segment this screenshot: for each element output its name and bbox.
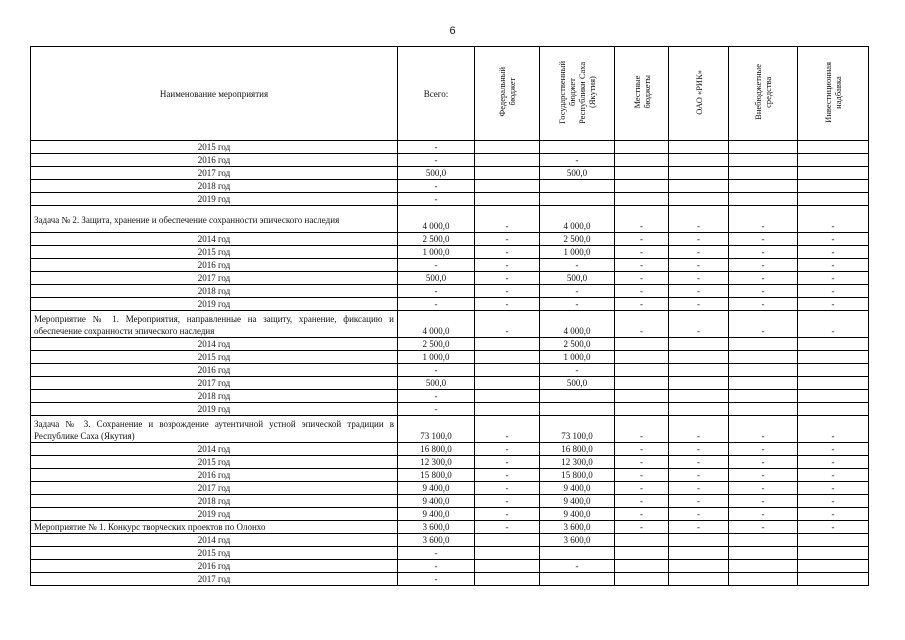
row-value-cell: 500,0: [540, 272, 615, 285]
row-value-cell: 1 000,0: [398, 351, 475, 364]
row-value-cell: -: [669, 521, 729, 534]
row-value-cell: -: [798, 259, 869, 272]
row-value-cell: -: [398, 193, 475, 206]
row-value-cell: -: [475, 416, 540, 443]
row-value-cell: -: [669, 482, 729, 495]
row-value-cell: 2 500,0: [398, 338, 475, 351]
row-value-cell: -: [669, 298, 729, 311]
row-value-cell: -: [615, 443, 669, 456]
row-value-cell: [475, 338, 540, 351]
row-value-cell: [729, 154, 798, 167]
row-value-cell: -: [669, 233, 729, 246]
row-value-cell: -: [669, 285, 729, 298]
row-value-cell: 9 400,0: [540, 495, 615, 508]
row-value-cell: -: [729, 456, 798, 469]
row-value-cell: 15 800,0: [398, 469, 475, 482]
row-value-cell: -: [798, 508, 869, 521]
row-value-cell: [729, 141, 798, 154]
row-value-cell: -: [398, 285, 475, 298]
header-rik: [669, 47, 729, 141]
row-value-cell: 500,0: [540, 377, 615, 390]
row-value-cell: [798, 390, 869, 403]
row-value-cell: -: [798, 416, 869, 443]
row-value-cell: -: [540, 154, 615, 167]
row-value-cell: [540, 390, 615, 403]
row-value-cell: -: [615, 206, 669, 233]
row-value-cell: -: [729, 298, 798, 311]
row-value-cell: [615, 547, 669, 560]
table-row: [31, 154, 869, 167]
table-row: [31, 416, 869, 443]
row-value-cell: -: [475, 508, 540, 521]
row-value-cell: -: [475, 443, 540, 456]
row-value-cell: -: [798, 521, 869, 534]
row-value-cell: -: [798, 482, 869, 495]
row-value-cell: 16 800,0: [540, 443, 615, 456]
row-value-cell: [729, 364, 798, 377]
row-value-cell: [798, 167, 869, 180]
row-value-cell: -: [669, 443, 729, 456]
row-value-cell: [475, 377, 540, 390]
row-value-cell: -: [669, 508, 729, 521]
row-value-cell: -: [615, 521, 669, 534]
row-value-cell: -: [398, 547, 475, 560]
row-value-cell: -: [729, 495, 798, 508]
row-value-cell: -: [475, 521, 540, 534]
row-value-cell: -: [615, 469, 669, 482]
row-value-cell: -: [669, 495, 729, 508]
row-label: 2014 год: [31, 534, 398, 547]
row-value-cell: [615, 390, 669, 403]
row-value-cell: 16 800,0: [398, 443, 475, 456]
row-label: 2019 год: [31, 298, 398, 311]
row-value-cell: 4 000,0: [398, 311, 475, 338]
row-label: 2016 год: [31, 364, 398, 377]
row-label: 2018 год: [31, 390, 398, 403]
row-value-cell: [615, 193, 669, 206]
row-value-cell: [615, 154, 669, 167]
row-value-cell: [798, 338, 869, 351]
row-label: 2015 год: [31, 351, 398, 364]
row-value-cell: -: [398, 141, 475, 154]
table-row: [31, 469, 869, 482]
row-label: 2015 год: [31, 141, 398, 154]
row-label: 2019 год: [31, 193, 398, 206]
row-value-cell: [729, 547, 798, 560]
row-value-cell: 2 500,0: [540, 338, 615, 351]
row-value-cell: [615, 351, 669, 364]
table-row: [31, 482, 869, 495]
row-label: 2014 год: [31, 338, 398, 351]
row-value-cell: -: [669, 272, 729, 285]
row-value-cell: 500,0: [540, 167, 615, 180]
header-local-budgets-text: Местные бюджеты: [631, 75, 652, 109]
row-value-cell: -: [540, 259, 615, 272]
row-value-cell: [669, 403, 729, 416]
row-value-cell: [669, 547, 729, 560]
row-value-cell: -: [475, 272, 540, 285]
row-value-cell: -: [540, 298, 615, 311]
row-value-cell: 12 300,0: [540, 456, 615, 469]
row-value-cell: 4 000,0: [540, 206, 615, 233]
row-label: 2018 год: [31, 285, 398, 298]
row-value-cell: 500,0: [398, 377, 475, 390]
row-label: 2017 год: [31, 167, 398, 180]
row-value-cell: [798, 403, 869, 416]
row-value-cell: -: [729, 482, 798, 495]
row-value-cell: -: [669, 246, 729, 259]
header-federal-budget: [475, 47, 540, 141]
row-value-cell: -: [398, 573, 475, 586]
row-value-cell: -: [669, 311, 729, 338]
row-value-cell: [475, 167, 540, 180]
row-value-cell: [475, 141, 540, 154]
row-value-cell: 1 000,0: [540, 351, 615, 364]
table-row: [31, 298, 869, 311]
row-value-cell: -: [475, 285, 540, 298]
row-value-cell: [475, 364, 540, 377]
row-value-cell: -: [798, 443, 869, 456]
table-row: [31, 311, 869, 338]
row-value-cell: -: [615, 508, 669, 521]
header-name: [31, 47, 398, 141]
row-value-cell: -: [475, 469, 540, 482]
row-label: 2019 год: [31, 508, 398, 521]
row-value-cell: [729, 351, 798, 364]
row-label: 2016 год: [31, 469, 398, 482]
row-value-cell: [540, 141, 615, 154]
row-value-cell: [615, 573, 669, 586]
row-value-cell: -: [798, 285, 869, 298]
row-value-cell: [475, 573, 540, 586]
row-value-cell: [540, 403, 615, 416]
row-label: 2017 год: [31, 482, 398, 495]
row-value-cell: -: [475, 495, 540, 508]
table-row: [31, 167, 869, 180]
table-row: [31, 180, 869, 193]
row-value-cell: 1 000,0: [540, 246, 615, 259]
row-value-cell: [540, 547, 615, 560]
row-label: 2015 год: [31, 246, 398, 259]
row-value-cell: -: [615, 495, 669, 508]
row-value-cell: [615, 377, 669, 390]
row-value-cell: -: [615, 259, 669, 272]
row-value-cell: [729, 338, 798, 351]
row-value-cell: -: [615, 482, 669, 495]
row-value-cell: [798, 377, 869, 390]
row-value-cell: 9 400,0: [540, 482, 615, 495]
row-value-cell: -: [540, 560, 615, 573]
table-row: [31, 573, 869, 586]
table-row: [31, 206, 869, 233]
row-label: 2018 год: [31, 180, 398, 193]
row-value-cell: [475, 180, 540, 193]
header-total: [398, 47, 475, 141]
row-value-cell: 3 600,0: [398, 521, 475, 534]
row-label: Задача № 2. Защита, хранение и обеспечение сохранности эпического наследия: [31, 206, 398, 233]
row-value-cell: [669, 338, 729, 351]
row-value-cell: -: [798, 456, 869, 469]
row-value-cell: 12 300,0: [398, 456, 475, 469]
row-value-cell: -: [729, 469, 798, 482]
row-value-cell: [669, 154, 729, 167]
row-value-cell: [798, 141, 869, 154]
row-value-cell: [540, 573, 615, 586]
table-row: [31, 521, 869, 534]
page-number: 6: [449, 25, 456, 37]
row-value-cell: -: [669, 456, 729, 469]
table-row: [31, 456, 869, 469]
row-value-cell: [669, 180, 729, 193]
row-value-cell: [615, 560, 669, 573]
table-row: [31, 547, 869, 560]
row-label: 2017 год: [31, 272, 398, 285]
table-row: [31, 193, 869, 206]
row-value-cell: -: [729, 285, 798, 298]
row-value-cell: [615, 180, 669, 193]
header-state-budget-text: Государственный бюджет Республики Саха (Якутия): [557, 60, 597, 124]
row-label: 2017 год: [31, 377, 398, 390]
header-investment-premium: [798, 47, 869, 141]
row-value-cell: [475, 351, 540, 364]
row-value-cell: -: [615, 298, 669, 311]
header-extra-budgetary: [729, 47, 798, 141]
row-value-cell: -: [729, 521, 798, 534]
row-value-cell: [475, 547, 540, 560]
row-value-cell: [475, 560, 540, 573]
row-value-cell: -: [475, 259, 540, 272]
row-label: 2015 год: [31, 456, 398, 469]
row-value-cell: -: [729, 259, 798, 272]
row-label: Задача № 3. Сохранение и возрождение аутентичной устной эпической традиции в Республике Саха (Якутия): [31, 416, 398, 443]
row-value-cell: 73 100,0: [398, 416, 475, 443]
table-row: [31, 508, 869, 521]
row-value-cell: [729, 403, 798, 416]
row-value-cell: [798, 534, 869, 547]
table-row: [31, 443, 869, 456]
header-investment-premium-text: Инвестиционная надбавка: [823, 61, 843, 123]
row-value-cell: [669, 364, 729, 377]
row-value-cell: [729, 377, 798, 390]
row-value-cell: -: [398, 364, 475, 377]
row-value-cell: [729, 534, 798, 547]
row-value-cell: -: [798, 298, 869, 311]
row-value-cell: [798, 560, 869, 573]
row-value-cell: -: [615, 311, 669, 338]
table-row: [31, 377, 869, 390]
row-value-cell: [729, 193, 798, 206]
table-row: [31, 560, 869, 573]
row-value-cell: -: [729, 272, 798, 285]
row-value-cell: 3 600,0: [540, 534, 615, 547]
row-value-cell: 3 600,0: [398, 534, 475, 547]
row-value-cell: [798, 573, 869, 586]
row-value-cell: -: [615, 233, 669, 246]
row-label: 2016 год: [31, 560, 398, 573]
table-row: [31, 272, 869, 285]
row-value-cell: [729, 180, 798, 193]
row-value-cell: [669, 573, 729, 586]
row-value-cell: -: [540, 364, 615, 377]
row-value-cell: -: [398, 180, 475, 193]
row-label: 2019 год: [31, 403, 398, 416]
row-value-cell: [669, 167, 729, 180]
row-label: 2017 год: [31, 573, 398, 586]
row-value-cell: 1 000,0: [398, 246, 475, 259]
table-row: [31, 338, 869, 351]
row-value-cell: -: [798, 206, 869, 233]
row-value-cell: 500,0: [398, 272, 475, 285]
row-value-cell: [729, 167, 798, 180]
row-value-cell: -: [615, 246, 669, 259]
row-value-cell: -: [729, 206, 798, 233]
row-value-cell: -: [798, 246, 869, 259]
row-value-cell: -: [798, 272, 869, 285]
row-value-cell: [615, 403, 669, 416]
row-label: 2014 год: [31, 233, 398, 246]
row-value-cell: [669, 193, 729, 206]
row-value-cell: -: [669, 469, 729, 482]
row-value-cell: -: [729, 311, 798, 338]
row-value-cell: [669, 534, 729, 547]
row-value-cell: -: [475, 482, 540, 495]
header-state-budget: [540, 47, 615, 141]
row-value-cell: [615, 167, 669, 180]
row-value-cell: -: [475, 311, 540, 338]
table-row: [31, 495, 869, 508]
row-value-cell: -: [615, 272, 669, 285]
row-value-cell: -: [798, 233, 869, 246]
row-value-cell: 4 000,0: [398, 206, 475, 233]
budget-table: [30, 46, 869, 586]
row-value-cell: [669, 560, 729, 573]
row-label: 2015 год: [31, 547, 398, 560]
row-value-cell: -: [798, 469, 869, 482]
row-value-cell: -: [615, 456, 669, 469]
table-row: [31, 364, 869, 377]
table-row: [31, 403, 869, 416]
row-label: 2014 год: [31, 443, 398, 456]
row-value-cell: -: [398, 298, 475, 311]
row-label: Мероприятие № 1. Мероприятия, направленные на защиту, хранение, фиксацию и обеспечение сохранности эпического наследия: [31, 311, 398, 338]
row-value-cell: 500,0: [398, 167, 475, 180]
row-label: 2016 год: [31, 154, 398, 167]
row-value-cell: [798, 364, 869, 377]
row-value-cell: -: [729, 233, 798, 246]
table-row: [31, 285, 869, 298]
table-row: [31, 233, 869, 246]
row-value-cell: [798, 180, 869, 193]
row-value-cell: [669, 351, 729, 364]
row-value-cell: -: [798, 495, 869, 508]
row-value-cell: 9 400,0: [398, 495, 475, 508]
row-value-cell: [669, 390, 729, 403]
row-value-cell: 2 500,0: [540, 233, 615, 246]
header-rik-text: ОАО «РИК»: [693, 69, 704, 115]
row-value-cell: [729, 573, 798, 586]
table-row: [31, 246, 869, 259]
row-label: 2018 год: [31, 495, 398, 508]
header-federal-budget-text: Федеральный бюджет: [497, 67, 517, 117]
header-total-text: Всего:: [423, 88, 449, 99]
table-row: [31, 390, 869, 403]
table-row: [31, 534, 869, 547]
row-value-cell: [798, 193, 869, 206]
row-value-cell: [615, 534, 669, 547]
row-value-cell: [475, 193, 540, 206]
row-value-cell: -: [669, 259, 729, 272]
row-value-cell: [615, 364, 669, 377]
row-value-cell: -: [398, 560, 475, 573]
row-value-cell: [798, 547, 869, 560]
row-value-cell: -: [398, 390, 475, 403]
row-value-cell: 9 400,0: [398, 482, 475, 495]
row-value-cell: -: [475, 206, 540, 233]
row-value-cell: -: [475, 233, 540, 246]
table-row: [31, 259, 869, 272]
row-value-cell: -: [475, 456, 540, 469]
row-value-cell: -: [398, 259, 475, 272]
row-value-cell: -: [729, 416, 798, 443]
row-value-cell: [475, 154, 540, 167]
row-value-cell: -: [475, 246, 540, 259]
row-value-cell: [540, 193, 615, 206]
row-label: Мероприятие № 1. Конкурс творческих проектов по Олонхо: [31, 521, 398, 534]
row-value-cell: [615, 338, 669, 351]
row-value-cell: -: [669, 416, 729, 443]
row-value-cell: 9 400,0: [540, 508, 615, 521]
row-label: 2016 год: [31, 259, 398, 272]
row-value-cell: [669, 141, 729, 154]
row-value-cell: [798, 351, 869, 364]
header-name-text: Наименование мероприятия: [159, 88, 269, 99]
row-value-cell: -: [398, 403, 475, 416]
row-value-cell: -: [615, 416, 669, 443]
header-extra-budgetary-text: Внебюджетные средства: [753, 64, 773, 120]
row-value-cell: [615, 141, 669, 154]
header-local-budgets: [615, 47, 669, 141]
row-value-cell: [729, 390, 798, 403]
row-value-cell: 2 500,0: [398, 233, 475, 246]
row-value-cell: -: [540, 285, 615, 298]
row-value-cell: [475, 390, 540, 403]
row-value-cell: -: [729, 508, 798, 521]
row-value-cell: [729, 560, 798, 573]
row-value-cell: [475, 403, 540, 416]
row-value-cell: -: [615, 285, 669, 298]
row-value-cell: 3 600,0: [540, 521, 615, 534]
table-row: [31, 141, 869, 154]
row-value-cell: [540, 180, 615, 193]
row-value-cell: -: [798, 311, 869, 338]
row-value-cell: 9 400,0: [398, 508, 475, 521]
table-header-row: [31, 47, 869, 141]
row-value-cell: [475, 534, 540, 547]
row-value-cell: 73 100,0: [540, 416, 615, 443]
row-value-cell: -: [729, 443, 798, 456]
row-value-cell: 4 000,0: [540, 311, 615, 338]
row-value-cell: [669, 377, 729, 390]
row-value-cell: -: [475, 298, 540, 311]
row-value-cell: -: [398, 154, 475, 167]
row-value-cell: [798, 154, 869, 167]
table-body: [31, 141, 869, 586]
row-value-cell: -: [669, 206, 729, 233]
row-value-cell: -: [729, 246, 798, 259]
table-row: [31, 351, 869, 364]
row-value-cell: 15 800,0: [540, 469, 615, 482]
